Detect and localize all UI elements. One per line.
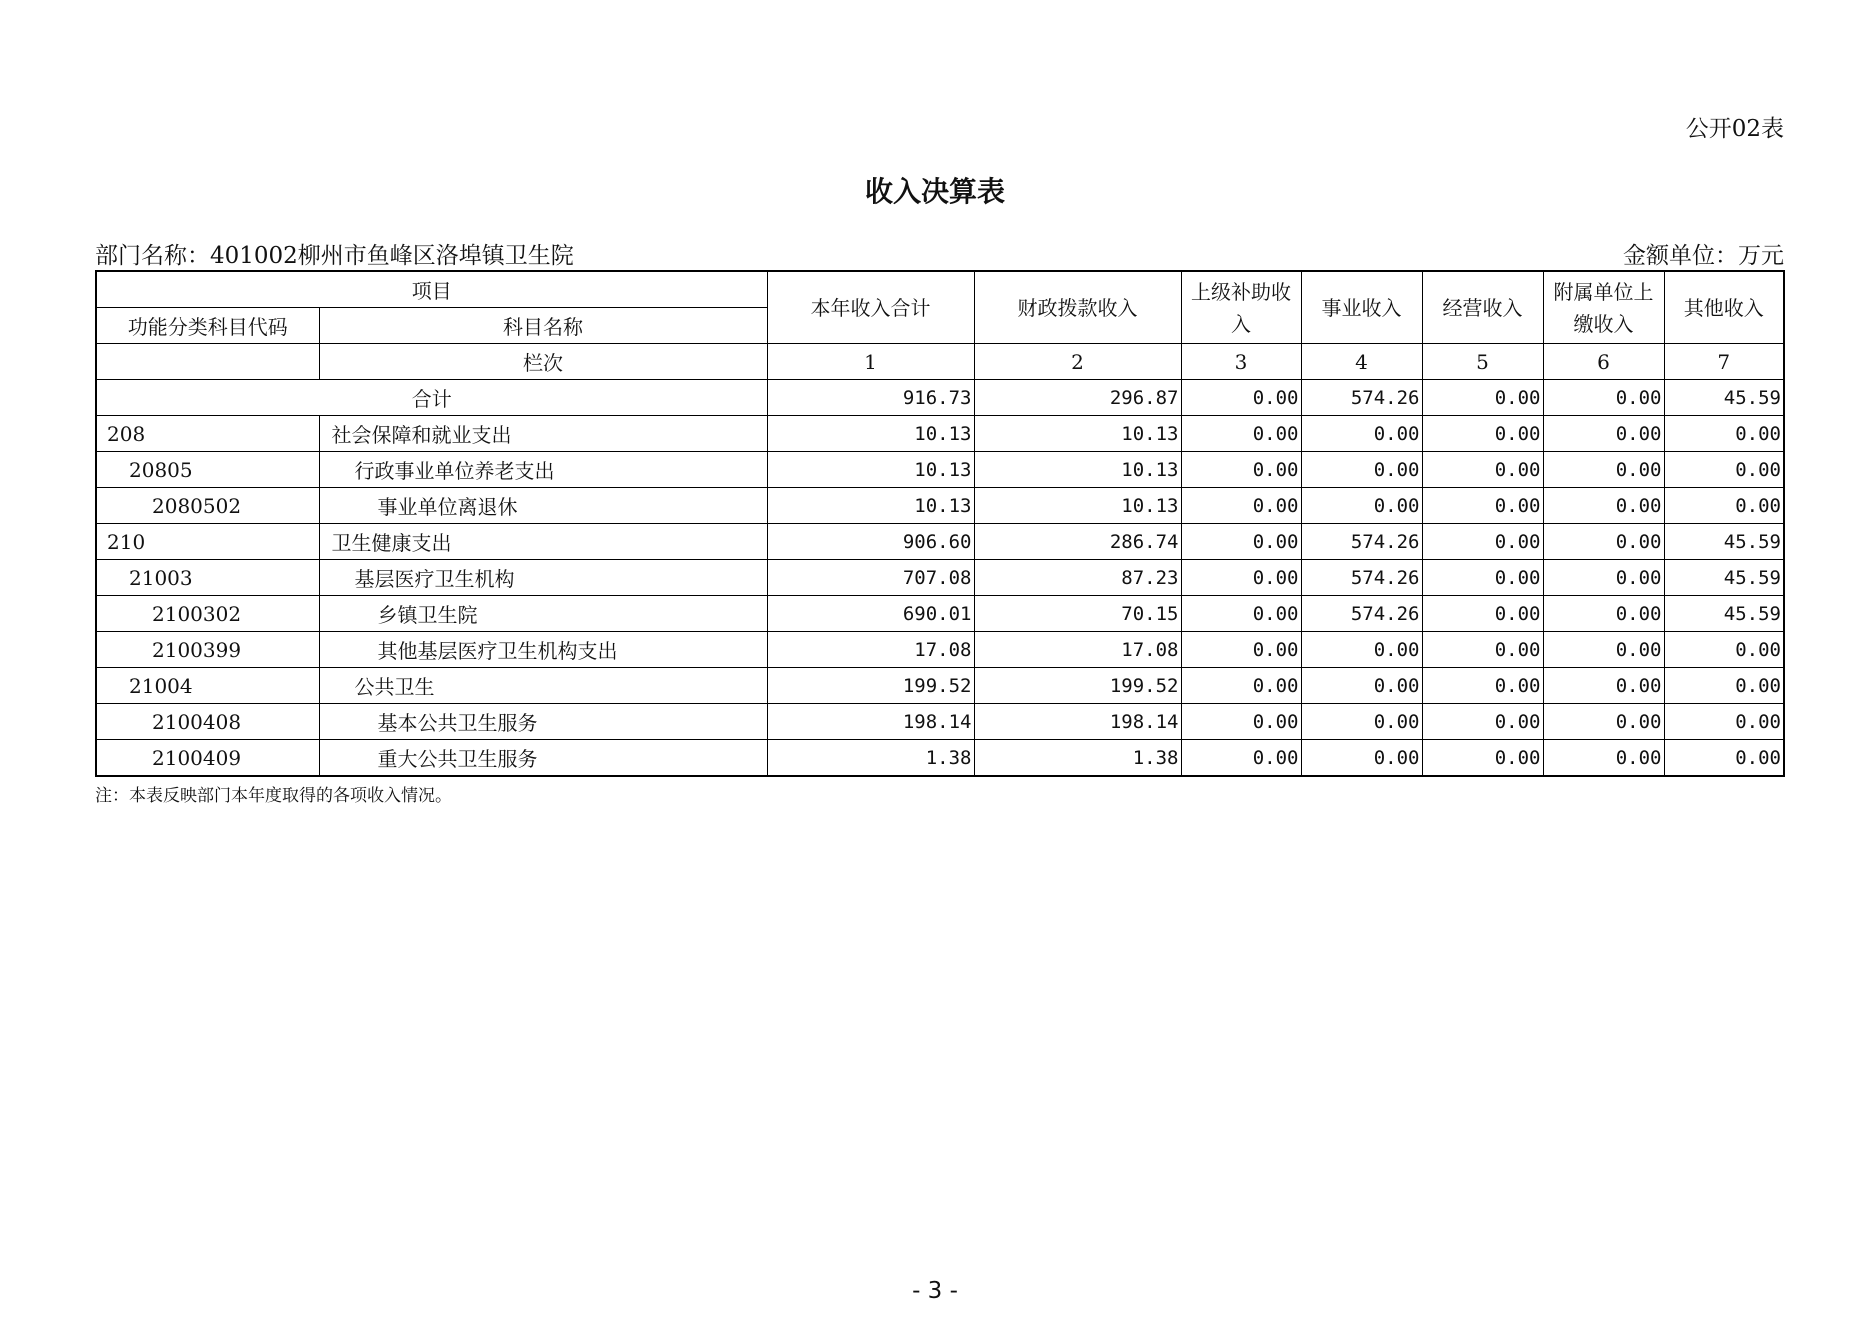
amount-cell: 574.26 (1301, 596, 1422, 632)
func-code: 210 (96, 524, 319, 560)
amount-cell: 0.00 (1301, 632, 1422, 668)
column-number: 6 (1543, 344, 1664, 380)
subject-name: 乡镇卫生院 (319, 596, 767, 632)
subject-name: 行政事业单位养老支出 (319, 452, 767, 488)
table-row (96, 560, 1784, 596)
amount-cell: 0.00 (1301, 704, 1422, 740)
amount-cell: 10.13 (767, 488, 974, 524)
amount-cell: 0.00 (1181, 452, 1301, 488)
amount-cell: 0.00 (1422, 452, 1543, 488)
func-code: 20805 (96, 452, 319, 488)
amount-cell: 0.00 (1181, 668, 1301, 704)
amount-cell: 10.13 (767, 416, 974, 452)
column-number: 2 (974, 344, 1181, 380)
table-row (96, 452, 1784, 488)
amount-cell: 0.00 (1664, 740, 1784, 777)
total-value: 296.87 (974, 380, 1181, 416)
func-code: 2080502 (96, 488, 319, 524)
amount-cell: 0.00 (1543, 596, 1664, 632)
subject-name: 其他基层医疗卫生机构支出 (319, 632, 767, 668)
subject-name: 卫生健康支出 (319, 524, 767, 560)
header-project: 项目 (96, 271, 767, 308)
table-note: 注：本表反映部门本年度取得的各项收入情况。 (95, 786, 452, 806)
amount-cell: 1.38 (974, 740, 1181, 777)
table-row (96, 416, 1784, 452)
amount-cell: 0.00 (1664, 488, 1784, 524)
header-col-4: 事业收入 (1301, 271, 1422, 344)
subject-name: 公共卫生 (319, 668, 767, 704)
amount-cell: 286.74 (974, 524, 1181, 560)
func-code: 21003 (96, 560, 319, 596)
amount-cell: 0.00 (1543, 632, 1664, 668)
amount-cell: 0.00 (1543, 704, 1664, 740)
column-number: 1 (767, 344, 974, 380)
income-table (95, 270, 1785, 777)
amount-cell: 198.14 (767, 704, 974, 740)
header-col-1: 本年收入合计 (767, 271, 974, 344)
header-col-6: 附属单位上缴收入 (1543, 271, 1664, 344)
table-row (96, 524, 1784, 560)
total-value: 0.00 (1543, 380, 1664, 416)
amount-cell: 0.00 (1664, 704, 1784, 740)
amount-cell: 70.15 (974, 596, 1181, 632)
subject-name: 基层医疗卫生机构 (319, 560, 767, 596)
amount-cell: 0.00 (1543, 740, 1664, 777)
amount-cell: 17.08 (767, 632, 974, 668)
subject-name: 基本公共卫生服务 (319, 704, 767, 740)
amount-cell: 0.00 (1543, 560, 1664, 596)
total-row (96, 380, 1784, 416)
amount-cell: 1.38 (767, 740, 974, 777)
amount-cell: 707.08 (767, 560, 974, 596)
func-code: 2100302 (96, 596, 319, 632)
amount-cell: 0.00 (1181, 632, 1301, 668)
amount-cell: 0.00 (1543, 668, 1664, 704)
func-code: 208 (96, 416, 319, 452)
page-title: 收入决算表 (864, 175, 1005, 208)
amount-cell: 574.26 (1301, 524, 1422, 560)
amount-cell: 0.00 (1181, 740, 1301, 777)
subject-name: 重大公共卫生服务 (319, 740, 767, 777)
amount-cell: 17.08 (974, 632, 1181, 668)
amount-cell: 198.14 (974, 704, 1181, 740)
subject-name: 事业单位离退休 (319, 488, 767, 524)
amount-cell: 0.00 (1664, 632, 1784, 668)
amount-cell: 45.59 (1664, 524, 1784, 560)
amount-cell: 0.00 (1181, 524, 1301, 560)
amount-cell: 0.00 (1301, 452, 1422, 488)
amount-cell: 45.59 (1664, 560, 1784, 596)
amount-cell: 690.01 (767, 596, 974, 632)
department-name: 部门名称：401002柳州市鱼峰区洛埠镇卫生院 (95, 243, 574, 269)
amount-cell: 0.00 (1422, 668, 1543, 704)
amount-cell: 0.00 (1664, 452, 1784, 488)
table-row (96, 704, 1784, 740)
func-code: 2100399 (96, 632, 319, 668)
column-index-blank (96, 344, 319, 380)
amount-cell: 0.00 (1181, 416, 1301, 452)
amount-cell: 0.00 (1422, 740, 1543, 777)
subject-name: 社会保障和就业支出 (319, 416, 767, 452)
amount-cell: 0.00 (1422, 560, 1543, 596)
page-number: - 3 - (912, 1278, 958, 1304)
amount-cell: 0.00 (1422, 488, 1543, 524)
table-row (96, 740, 1784, 777)
amount-cell: 0.00 (1181, 596, 1301, 632)
amount-cell: 10.13 (974, 452, 1181, 488)
table-row (96, 596, 1784, 632)
amount-cell: 0.00 (1664, 668, 1784, 704)
func-code: 2100409 (96, 740, 319, 777)
amount-cell: 906.60 (767, 524, 974, 560)
amount-cell: 0.00 (1422, 632, 1543, 668)
amount-cell: 0.00 (1543, 452, 1664, 488)
amount-cell: 574.26 (1301, 560, 1422, 596)
header-col-7: 其他收入 (1664, 271, 1784, 344)
amount-cell: 0.00 (1543, 488, 1664, 524)
column-number: 7 (1664, 344, 1784, 380)
column-number: 4 (1301, 344, 1422, 380)
form-code: 公开02表 (1685, 116, 1784, 142)
amount-cell: 0.00 (1422, 416, 1543, 452)
amount-cell: 0.00 (1301, 740, 1422, 777)
column-number: 5 (1422, 344, 1543, 380)
column-index-label: 栏次 (319, 344, 767, 380)
amount-cell: 0.00 (1301, 416, 1422, 452)
amount-cell: 0.00 (1181, 704, 1301, 740)
table-row (96, 632, 1784, 668)
amount-cell: 10.13 (767, 452, 974, 488)
amount-cell: 0.00 (1422, 596, 1543, 632)
header-col-2: 财政拨款收入 (974, 271, 1181, 344)
amount-cell: 0.00 (1422, 704, 1543, 740)
table-row (96, 488, 1784, 524)
amount-cell: 199.52 (767, 668, 974, 704)
header-func-code: 功能分类科目代码 (96, 308, 319, 344)
amount-cell: 10.13 (974, 488, 1181, 524)
total-value: 0.00 (1181, 380, 1301, 416)
total-label: 合计 (96, 380, 767, 416)
amount-cell: 87.23 (974, 560, 1181, 596)
header-col-3: 上级补助收入 (1181, 271, 1301, 344)
func-code: 21004 (96, 668, 319, 704)
amount-cell: 10.13 (974, 416, 1181, 452)
amount-cell: 0.00 (1543, 524, 1664, 560)
amount-cell: 45.59 (1664, 596, 1784, 632)
amount-cell: 0.00 (1301, 668, 1422, 704)
total-value: 0.00 (1422, 380, 1543, 416)
table-row (96, 668, 1784, 704)
amount-cell: 0.00 (1543, 416, 1664, 452)
total-value: 45.59 (1664, 380, 1784, 416)
total-value: 574.26 (1301, 380, 1422, 416)
amount-cell: 0.00 (1181, 488, 1301, 524)
func-code: 2100408 (96, 704, 319, 740)
column-number: 3 (1181, 344, 1301, 380)
total-value: 916.73 (767, 380, 974, 416)
header-col-5: 经营收入 (1422, 271, 1543, 344)
amount-cell: 0.00 (1422, 524, 1543, 560)
amount-cell: 0.00 (1301, 488, 1422, 524)
amount-cell: 199.52 (974, 668, 1181, 704)
amount-cell: 0.00 (1664, 416, 1784, 452)
header-subject-name: 科目名称 (319, 308, 767, 344)
amount-unit: 金额单位：万元 (1623, 243, 1784, 269)
amount-cell: 0.00 (1181, 560, 1301, 596)
